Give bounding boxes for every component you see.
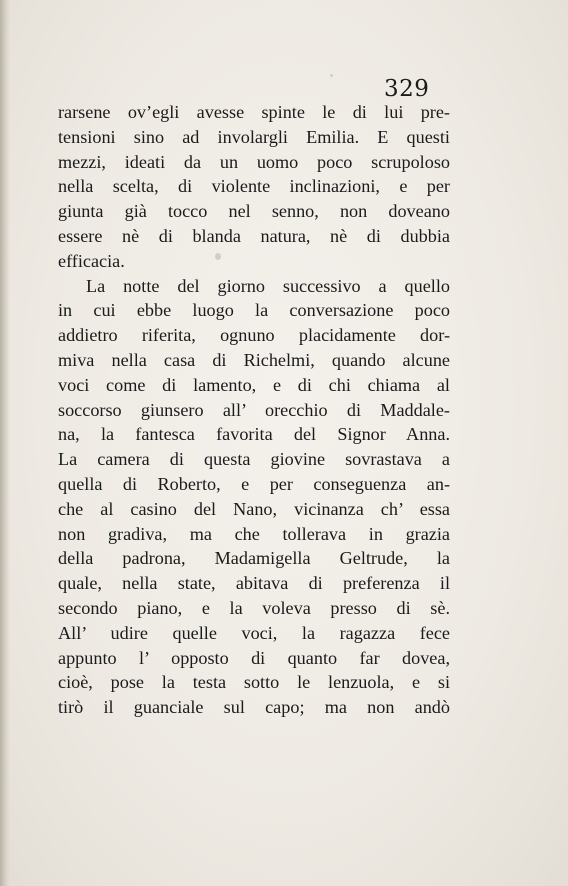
text-line: non gradiva, ma che tollerava in grazia <box>58 523 450 544</box>
text-line: tensioni sino ad involargli Emilia. E questi <box>58 126 450 147</box>
text-line: secondo piano, e la voleva presso di sè. <box>58 597 450 618</box>
text-line: appunto l’ opposto di quanto far dovea, <box>58 647 450 668</box>
text-line: soccorso giunsero all’ orecchio di Maddale- <box>58 399 450 420</box>
paper-spot <box>330 74 333 77</box>
page-edge-shadow <box>0 0 10 886</box>
text-line: voci come di lamento, e di chi chiama al <box>58 374 450 395</box>
text-line: addietro riferita, ognuno placidamente dor- <box>58 325 450 346</box>
text-line: tirò il guanciale sul capo; ma non andò <box>58 697 450 718</box>
text-line: na, la fantesca favorita del Signor Anna. <box>58 424 450 445</box>
text-line: in cui ebbe luogo la conversazione poco <box>58 300 450 321</box>
text-line: che al casino del Nano, vicinanza ch’ essa <box>58 498 450 519</box>
body-text <box>58 100 450 720</box>
text-line: La camera di questa giovine sovrastava a <box>58 449 450 470</box>
text-line: della padrona, Madamigella Geltrude, la <box>58 548 450 569</box>
text-line: efficacia. <box>58 250 125 271</box>
text-line: quale, nella state, abitava di preferenza il <box>58 573 450 594</box>
text-line: mezzi, ideati da un uomo poco scrupoloso <box>58 151 450 172</box>
text-line: nella scelta, di violente inclinazioni, e per <box>58 176 450 197</box>
text-line: essere nè di blanda natura, nè di dubbia <box>58 225 450 246</box>
page-number: 329 <box>384 76 430 102</box>
text-line: miva nella casa di Richelmi, quando alcune <box>58 349 450 370</box>
text-line: giunta già tocco nel senno, non doveano <box>58 201 450 222</box>
text-line: rarsene ov’egli avesse spinte le di lui pre- <box>58 102 450 122</box>
paragraph-first-line: La notte del giorno successivo a quello <box>86 275 450 296</box>
text-line: All’ udire quelle voci, la ragazza fece <box>58 622 450 643</box>
text-line: quella di Roberto, e per conseguenza an- <box>58 473 450 494</box>
text-line: cioè, pose la testa sotto le lenzuola, e si <box>58 672 450 693</box>
